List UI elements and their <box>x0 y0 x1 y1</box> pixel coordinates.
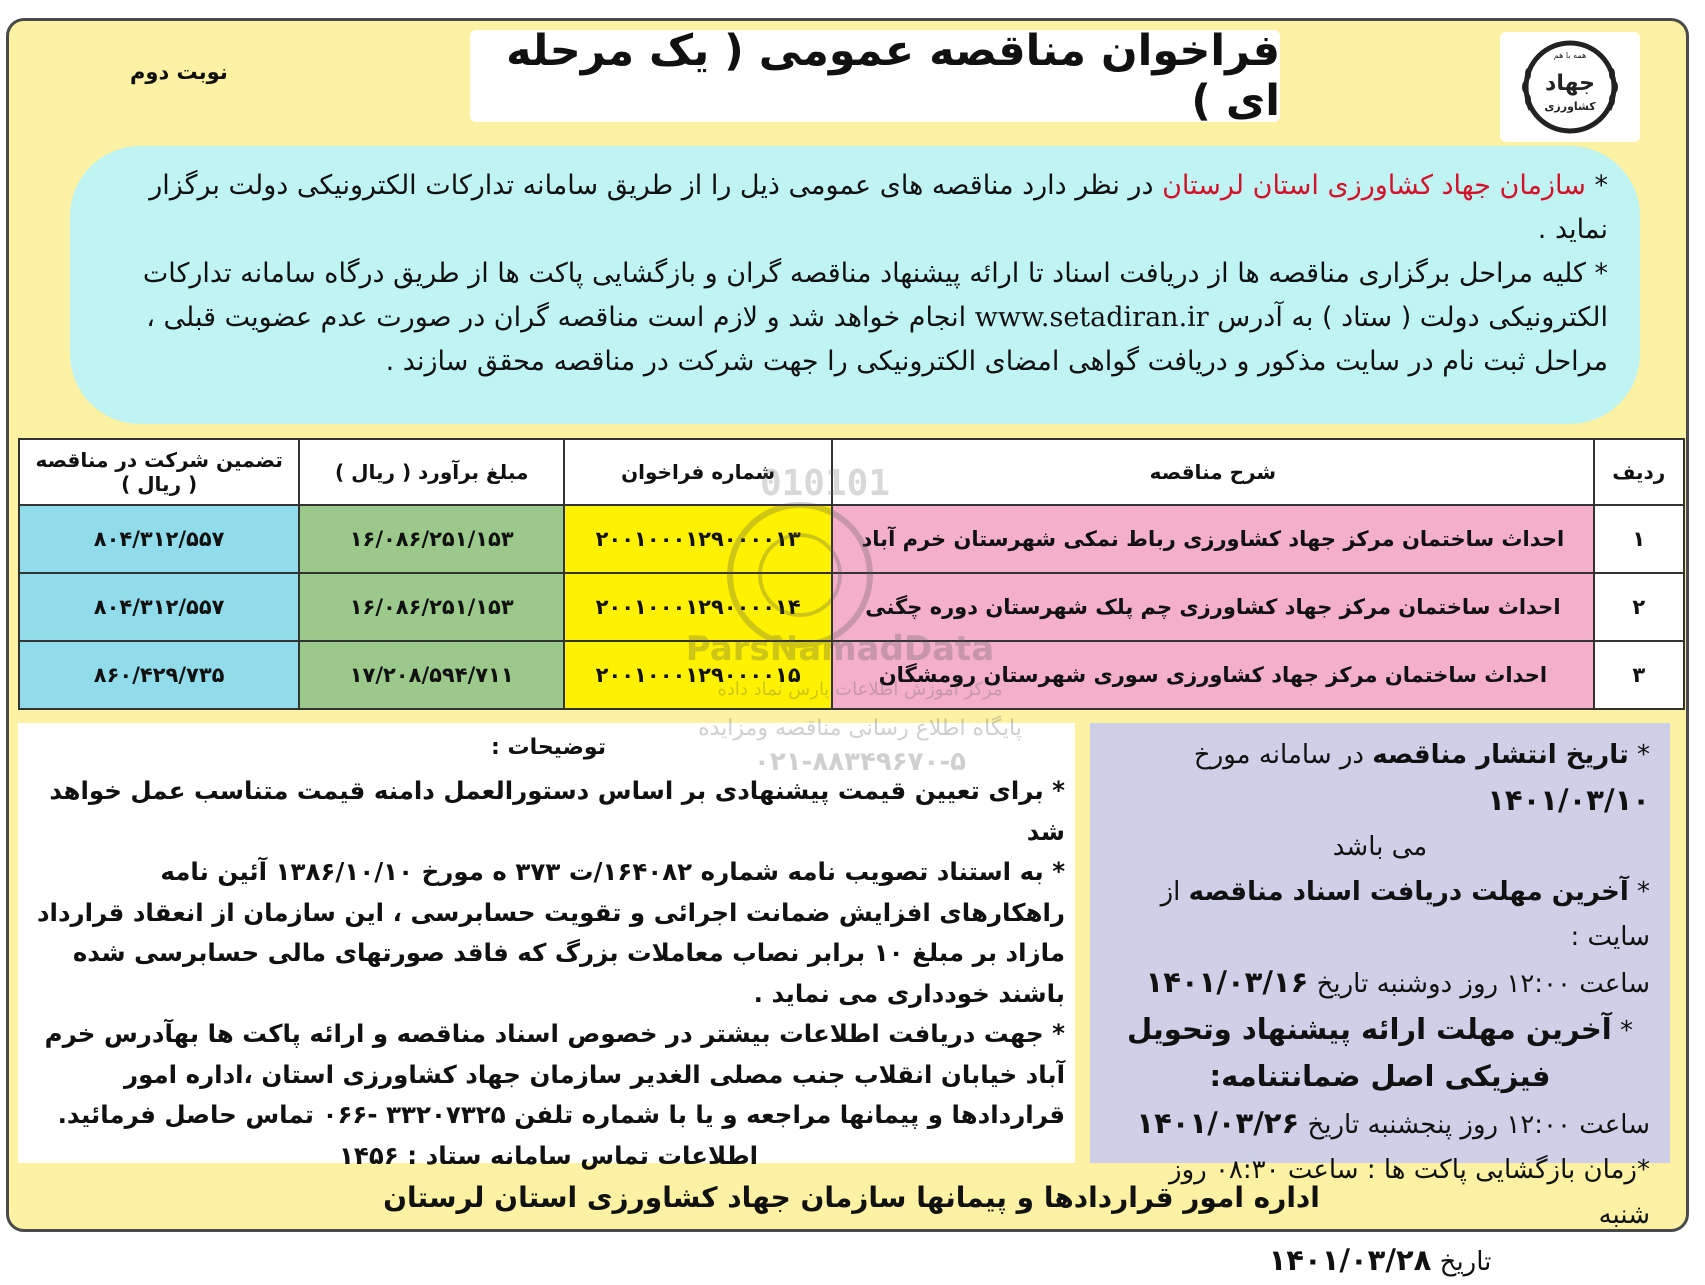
intro-paragraph-1 <box>140 164 1608 252</box>
intro-paragraph-2 <box>140 252 1608 384</box>
call-number: ۲۰۰۱۰۰۰۱۲۹۰۰۰۰۱۳ <box>564 505 832 573</box>
contact-info: اطلاعات تماس سامانه ستاد : ۱۴۵۶ <box>338 1140 759 1170</box>
bullet-star: * <box>1594 170 1608 201</box>
setadiran-link[interactable]: www.setadiran.ir <box>974 302 1209 333</box>
download-time: ساعت ۱۲:۰۰ روز دوشنبه تاریخ <box>1316 969 1650 999</box>
note-item: * جهت دریافت اطلاعات بیشتر در خصوص اسناد مناقصه و ارائه پاکت ها بهآدرس خرم آباد خیابان انقلاب جنب مصلی الغدیر سازمان جهاد کشاورزی استان ،اداره امور قراردادها و پیمانها مراجعه و یا با شماره تلفن ۳۳۲۰۷۳۲۵ -۰۶۶ تماس حاصل فرمائید. <box>44 1019 1065 1129</box>
publish-end: می باشد <box>1332 832 1428 862</box>
publish-label: تاریخ انتشار مناقصه <box>1372 740 1629 770</box>
publish-mid: در سامانه مورخ <box>1193 740 1373 770</box>
estimate-amount: ۱۷/۲۰۸/۵۹۴/۷۱۱ <box>299 641 564 709</box>
estimate-amount: ۱۶/۰۸۶/۲۵۱/۱۵۳ <box>299 573 564 641</box>
submit-deadline-line <box>1110 1007 1650 1101</box>
call-number: ۲۰۰۱۰۰۰۱۲۹۰۰۰۰۱۵ <box>564 641 832 709</box>
row-number: ۳ <box>1594 641 1684 709</box>
download-date: ۱۴۰۱/۰۳/۱۶ <box>1145 965 1309 999</box>
notes-panel <box>18 723 1075 1170</box>
table-row <box>19 641 1684 709</box>
bullet-star: * <box>1637 740 1650 770</box>
header-call-number: شماره فراخوان <box>564 439 832 505</box>
call-number: ۲۰۰۱۰۰۰۱۲۹۰۰۰۰۱۴ <box>564 573 832 641</box>
intro-text-2-start: کلیه مراحل برگزاری مناقصه ها از دریافت اسناد تا ارائه پیشنهاد مناقصه گران و بازگشایی پاکت ها از طریق درگاه سامانه تدارکات الکترونیکی دولت ( ستاد ) به آدرس <box>142 258 1608 333</box>
table-row <box>19 573 1684 641</box>
submit-label: آخرین مهلت ارائه پیشنهاد وتحویل فیزیکی اصل ضمانتنامه: <box>1127 1012 1612 1093</box>
table-row <box>19 505 1684 573</box>
svg-text:کشاورزی: کشاورزی <box>1544 100 1596 113</box>
svg-text:پایگاه اطلاع رسانی مناقصه ومزا: پایگاه اطلاع رسانی مناقصه ومزایده <box>698 716 1022 741</box>
tender-description: احداث ساختمان مرکز جهاد کشاورزی چم پلک شهرستان دوره چگنی <box>832 573 1593 641</box>
download-time-line <box>1110 960 1650 1007</box>
row-number: ۲ <box>1594 573 1684 641</box>
bullet-star: * <box>1619 1016 1633 1046</box>
tenders-table <box>18 438 1685 710</box>
page-title-box <box>470 26 1280 126</box>
publish-date-line <box>1110 733 1650 825</box>
logo-emblem-icon <box>1500 32 1640 142</box>
opening-date: ۱۴۰۱/۰۳/۲۸ <box>1268 1243 1432 1277</box>
note-item: * برای تعیین قیمت پیشنهادی بر اساس دستورالعمل دامنه قیمت متناسب عمل خواهد شد <box>49 776 1065 846</box>
bullet-star: * <box>1637 877 1650 907</box>
page-title: فراخوان مناقصه عمومی ( یک مرحله ای ) <box>506 26 1280 126</box>
download-label: آخرین مهلت دریافت اسناد مناقصه <box>1188 877 1629 907</box>
row-number: ۱ <box>1594 505 1684 573</box>
download-mid: از سایت : <box>1160 877 1650 952</box>
opening-prefix: تاریخ <box>1439 1247 1492 1277</box>
intro-panel <box>70 146 1640 424</box>
submit-time: ساعت ۱۲:۰۰ روز پنجشنبه تاریخ <box>1307 1110 1650 1140</box>
download-deadline-line <box>1110 870 1650 960</box>
bullet-star: * <box>1594 258 1608 289</box>
svg-text:جهاد: جهاد <box>1545 71 1595 96</box>
opening-date-line <box>1110 1238 1650 1285</box>
footer-signature: اداره امور قراردادها و پیمانها سازمان جهاد کشاورزی استان لرستان <box>383 1180 1320 1214</box>
guarantee-amount: ۸۰۴/۳۱۲/۵۵۷ <box>19 573 299 641</box>
submit-time-line <box>1110 1101 1650 1148</box>
header-guarantee: تضمین شرکت در مناقصه ( ریال ) <box>19 439 299 505</box>
round-label: نوبت دوم <box>130 60 228 84</box>
svg-text:010101: 010101 <box>759 463 890 504</box>
header-description: شرح مناقصه <box>832 439 1593 505</box>
svg-text:همه با هم: همه با هم <box>1553 51 1587 60</box>
jahad-keshavarzi-logo <box>1500 32 1640 142</box>
header-estimate: مبلغ برآورد ( ریال ) <box>299 439 564 505</box>
opening-line: *زمان بازگشایی پاکت ها : ساعت ۰۸:۳۰ روز شنبه <box>1169 1155 1650 1230</box>
svg-text:۰۲۱-۸۸۳۴۹۶۷۰-۵: ۰۲۱-۸۸۳۴۹۶۷۰-۵ <box>753 747 967 777</box>
dates-panel <box>1090 723 1670 1277</box>
table-header-row <box>19 439 1684 505</box>
note-item: * به استناد تصویب نامه شماره ۱۶۴۰۸۲/ت ۳۷۳ ه مورخ ۱۳۸۶/۱۰/۱۰ آئین نامه راهکارهای افزایش ضمانت اجرائی و تقویت حسابرسی ، این سازمان از انعقاد قرارداد مازاد بر مبلغ ۱۰ برابر نصاب معاملات بزرگ که فاقد صورتهای مالی حسابرسی شده باشند خودداری می نماید . <box>36 857 1065 1008</box>
publish-date: ۱۴۰۱/۰۳/۱۰ <box>1487 783 1650 817</box>
intro-text-2-end: انجام خواهد شد و لازم است مناقصه گران در صورت عدم عضویت قبلی ، مراحل ثبت نام در سایت مذکور و دریافت گواهی امضای الکترونیکی را جهت شرکت در مناقصه محقق سازند . <box>146 302 1608 377</box>
intro-text-1: در نظر دارد مناقصه های عمومی ذیل را از طریق سامانه تدارکات الکترونیکی دولت برگزار نماید . <box>149 170 1608 245</box>
tender-description: احداث ساختمان مرکز جهاد کشاورزی سوری شهرستان رومشگان <box>832 641 1593 709</box>
tender-description: احداث ساختمان مرکز جهاد کشاورزی رباط نمکی شهرستان خرم آباد <box>832 505 1593 573</box>
notes-heading: توضیحات : <box>491 735 606 760</box>
organization-name: سازمان جهاد کشاورزی استان لرستان <box>1162 170 1586 201</box>
guarantee-amount: ۸۰۴/۳۱۲/۵۵۷ <box>19 505 299 573</box>
svg-text:ParsNamadData: ParsNamadData <box>685 629 995 669</box>
header-row-number: ردیف <box>1594 439 1684 505</box>
submit-date: ۱۴۰۱/۰۳/۲۶ <box>1136 1106 1300 1140</box>
guarantee-amount: ۸۶۰/۴۲۹/۷۳۵ <box>19 641 299 709</box>
estimate-amount: ۱۶/۰۸۶/۲۵۱/۱۵۳ <box>299 505 564 573</box>
svg-text:مرکز آموزش اطلاعات پارس نماد د: مرکز آموزش اطلاعات پارس نماد داده <box>717 679 1003 700</box>
